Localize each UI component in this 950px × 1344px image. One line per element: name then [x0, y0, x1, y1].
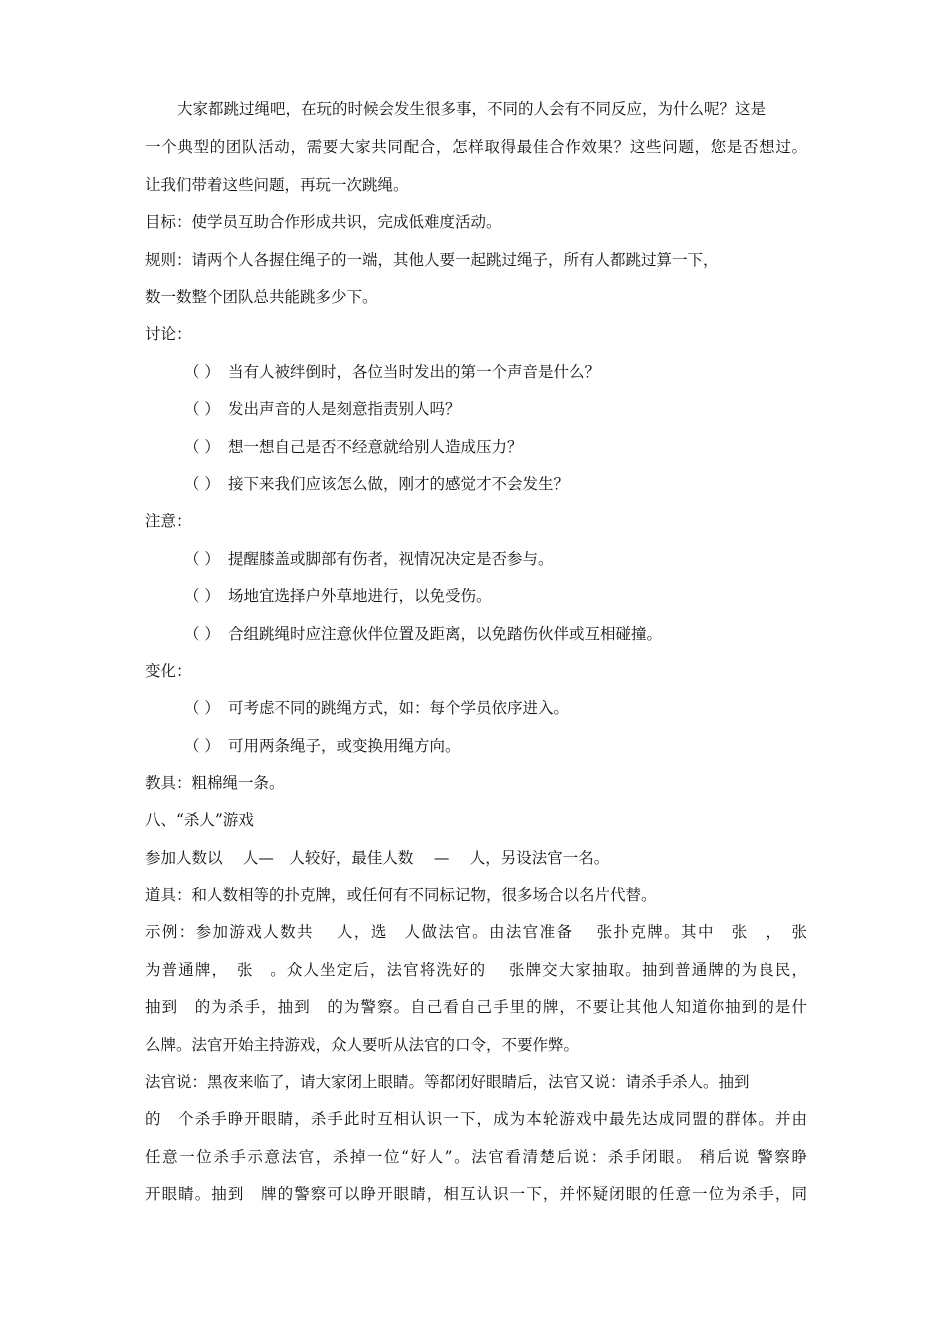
- rules-line-1: 规则：请两个人各握住绳子的一端，其他人要一起跳过绳子，所有人都跳过算一下，: [145, 251, 719, 269]
- props-line: 道具：和人数相等的扑克牌，或任何有不同标记物，很多场合以名片代替。: [145, 886, 657, 904]
- note-item-text: 提醒膝盖或脚部有伤者，视情况决定是否参与。: [228, 550, 554, 568]
- section8-title: 八、“杀人”游戏: [145, 811, 254, 829]
- rules-line-2: 数一数整个团队总共能跳多少下。: [145, 288, 378, 306]
- note-item-text: 场地宜选择户外草地进行，以免受伤。: [228, 587, 492, 605]
- discussion-item: [184, 474, 569, 494]
- note-item-text: 合组跳绳时应注意伙伴位置及距离，以免踏伤伙伴或互相碰撞。: [228, 625, 663, 643]
- variation-item: [184, 736, 461, 756]
- example-line-1: 示例：参加游戏人数共 人，选 人做法官。由法官准备 张扑克牌。其中 张 ， 张: [145, 923, 807, 941]
- notes-heading: 注意：: [145, 512, 192, 530]
- judge-line-1: 法官说：黑夜来临了，请大家闭上眼睛。等都闭好眼睛后，法官又说：请杀手杀人。抽到: [145, 1073, 750, 1091]
- participants-line: 参加人数以 人— 人较好，最佳人数 — 人，另设法官一名。: [145, 849, 610, 867]
- tools-line: 教具：粗棉绳一条。: [145, 774, 285, 792]
- intro-line-3: 让我们带着这些问题，再玩一次跳绳。: [145, 176, 409, 194]
- bullet-marker: （ ）: [184, 438, 220, 456]
- variation-item-text: 可考虑不同的跳绳方式，如：每个学员依序进入。: [228, 699, 570, 717]
- discussion-item-text: 接下来我们应该怎么做，刚才的感觉才不会发生？: [228, 475, 570, 493]
- bullet-marker: （ ）: [184, 699, 220, 717]
- discussion-item: [184, 399, 461, 419]
- note-item: [184, 624, 662, 644]
- note-item: [184, 586, 492, 606]
- note-item: [184, 549, 554, 569]
- bullet-marker: （ ）: [184, 550, 220, 568]
- judge-line-3: 任意一位杀手示意法官，杀掉一位“好人”。法官看清楚后说：杀手闭眼。 稍后说 警察睁: [145, 1148, 807, 1166]
- bullet-marker: （ ）: [184, 400, 220, 418]
- example-line-2: 为普通牌， 张 。众人坐定后，法官将洗好的 张牌交大家抽取。抽到普通牌的为良民，: [145, 961, 807, 979]
- variation-item-text: 可用两条绳子，或变换用绳方向。: [228, 737, 461, 755]
- bullet-marker: （ ）: [184, 363, 220, 381]
- bullet-marker: （ ）: [184, 737, 220, 755]
- discussion-item-text: 发出声音的人是刻意指责别人吗？: [228, 400, 461, 418]
- variations-heading: 变化：: [145, 662, 192, 680]
- intro-line-2: 一个典型的团队活动，需要大家共同配合，怎样取得最佳合作效果？这些问题，您是否想过。: [145, 138, 807, 156]
- discussion-heading: 讨论：: [145, 325, 192, 343]
- goal-line: 目标：使学员互助合作形成共识，完成低难度活动。: [145, 213, 502, 231]
- bullet-marker: （ ）: [184, 587, 220, 605]
- variation-item: [184, 698, 569, 718]
- bullet-marker: （ ）: [184, 475, 220, 493]
- discussion-item-text: 当有人被绊倒时，各位当时发出的第一个声音是什么？: [228, 363, 601, 381]
- discussion-item: [184, 362, 600, 382]
- intro-line-1: 大家都跳过绳吧，在玩的时候会发生很多事，不同的人会有不同反应，为什么呢？这是: [177, 100, 767, 118]
- discussion-item: [184, 437, 523, 457]
- bullet-marker: （ ）: [184, 625, 220, 643]
- judge-line-2: 的 个杀手睁开眼睛，杀手此时互相认识一下，成为本轮游戏中最先达成同盟的群体。并由: [145, 1110, 807, 1128]
- example-line-4: 么牌。法官开始主持游戏，众人要听从法官的口令，不要作弊。: [145, 1036, 580, 1054]
- judge-line-4: 开眼睛。抽到 牌的警察可以睁开眼睛，相互认识一下，并怀疑闭眼的任意一位为杀手，同: [145, 1185, 807, 1203]
- discussion-item-text: 想一想自己是否不经意就给别人造成压力？: [228, 438, 523, 456]
- example-line-3: 抽到 的为杀手，抽到 的为警察。自己看自己手里的牌，不要让其他人知道你抽到的是什: [145, 998, 807, 1016]
